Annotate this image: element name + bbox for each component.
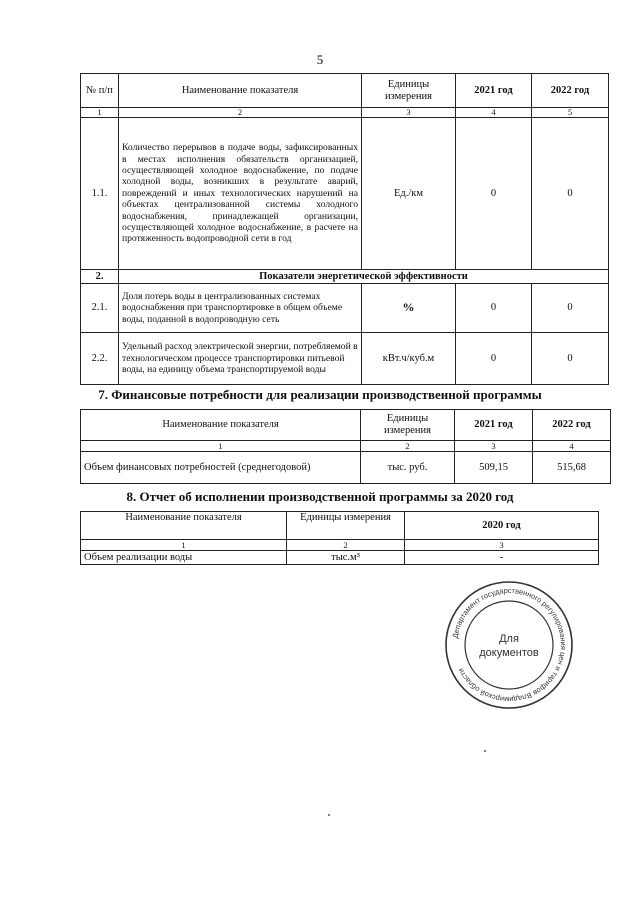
col-num-3: 3	[405, 540, 599, 551]
stamp-ring-text: Департамент государственного регулирования цен и тарифов Владимирской области	[450, 585, 569, 705]
row-unit: тыс.м³	[287, 551, 405, 565]
row-value-2021: 0	[456, 284, 532, 333]
col-num-4: 4	[533, 441, 611, 452]
section-8-heading: 8. Отчет об исполнении производственной программы за 2020 год	[126, 489, 514, 504]
stamp-inner-ring	[465, 601, 553, 689]
stamp-center-line-1: Для	[499, 633, 519, 645]
row-name: Объем финансовых потребностей (среднегодовой)	[81, 452, 361, 484]
row-name: Удельный расход электрической энергии, потребляемой в технологическом процессе транспортировки питьевой воды, на единицу объема транспортируемой воды	[119, 333, 362, 385]
header-unit: Единицы измерения	[362, 74, 456, 108]
col-num-3: 3	[362, 108, 456, 118]
col-num-4: 4	[456, 108, 532, 118]
col-num-2: 2	[287, 540, 405, 551]
table-row	[81, 284, 609, 333]
col-num-2: 2	[361, 441, 455, 452]
table-row	[81, 118, 609, 270]
row-num: 2.2.	[81, 333, 119, 385]
header-num: № п/п	[81, 74, 119, 108]
row-value-2022: 0	[532, 284, 609, 333]
indicators-table	[80, 73, 609, 385]
row-unit: тыс. руб.	[361, 452, 455, 484]
column-number-row	[81, 540, 599, 551]
scan-speck	[484, 750, 486, 752]
table-row	[81, 452, 611, 484]
header-2022: 2022 год	[532, 74, 609, 108]
row-unit: кВт.ч/куб.м	[362, 333, 456, 385]
header-unit: Единицы измерения	[287, 512, 405, 540]
table-header-row	[81, 410, 611, 441]
financial-needs-table	[80, 409, 611, 484]
col-num-1: 1	[81, 441, 361, 452]
row-value-2021: 0	[456, 118, 532, 270]
section-row	[81, 270, 609, 284]
row-unit: %	[362, 284, 456, 333]
header-2022: 2022 год	[533, 410, 611, 441]
col-num-1: 1	[81, 540, 287, 551]
official-stamp	[443, 579, 575, 711]
row-unit: Ед./км	[362, 118, 456, 270]
row-name: Доля потерь воды в централизованных системах водоснабжения при транспортировке в общем объеме воды, поданной в водопроводную сеть	[119, 284, 362, 333]
col-num-3: 3	[455, 441, 533, 452]
table-header-row	[81, 74, 609, 108]
column-number-row	[81, 441, 611, 452]
row-value-2022: 0	[532, 333, 609, 385]
row-value-2022: 515,68	[533, 452, 611, 484]
section-title: Показатели энергетической эффективности	[119, 270, 609, 284]
row-num: 2.1.	[81, 284, 119, 333]
table-row	[81, 333, 609, 385]
table-row	[81, 551, 599, 565]
row-value-2020: -	[405, 551, 599, 565]
col-num-2: 2	[119, 108, 362, 118]
scan-speck	[328, 814, 330, 816]
row-value-2021: 509,15	[455, 452, 533, 484]
section-num: 2.	[81, 270, 119, 284]
header-2020: 2020 год	[405, 512, 599, 540]
header-name: Наименование показателя	[81, 410, 361, 441]
row-num: 1.1.	[81, 118, 119, 270]
row-name: Объем реализации воды	[81, 551, 287, 565]
page-number: 5	[316, 52, 324, 67]
col-num-1: 1	[81, 108, 119, 118]
table-header-row	[81, 512, 599, 540]
row-value-2022: 0	[532, 118, 609, 270]
header-name: Наименование показателя	[119, 74, 362, 108]
header-2021: 2021 год	[455, 410, 533, 441]
header-2021: 2021 год	[456, 74, 532, 108]
row-name: Количество перерывов в подаче воды, зафиксированных в местах исполнения обязательств организацией, осуществляющей холодное водоснабжение, по подаче холодной воды, возникших в результате аварий, повреждений и иных технологических нарушений на объектах централизованной системы холодного водоснабжения, принадлежащей организации, осуществляющей холодное водоснабжение, в расчете на протяженность водопроводной сети в год	[119, 118, 362, 270]
row-value-2021: 0	[456, 333, 532, 385]
stamp-center-line-2: документов	[479, 647, 539, 659]
section-7-heading: 7. Финансовые потребности для реализации производственной программы	[98, 387, 542, 402]
header-name: Наименование показателя	[81, 512, 287, 540]
program-report-table	[80, 511, 599, 565]
header-unit: Единицы измерения	[361, 410, 455, 441]
col-num-5: 5	[532, 108, 609, 118]
column-number-row	[81, 108, 609, 118]
